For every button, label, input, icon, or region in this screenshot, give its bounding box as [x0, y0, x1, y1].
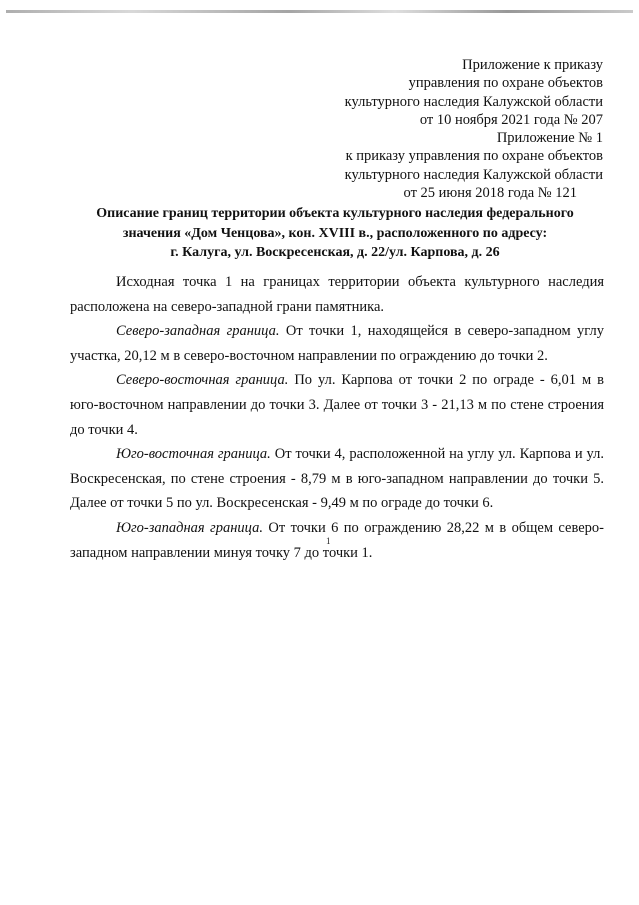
paragraph-northwest-border: [70, 319, 604, 368]
page-number: 1: [326, 536, 331, 546]
paragraph-label: Северо-восточная граница.: [116, 372, 289, 389]
title-line: значения «Дом Ченцова», кон. XVIII в., расположенного по адресу:: [122, 225, 548, 241]
header-line: Приложение к приказу: [462, 57, 603, 73]
paragraph-text: Исходная точка 1 на границах территории объекта культурного наследия расположена на северо-западной грани памятника.: [70, 274, 604, 315]
header-line: Приложение № 1: [496, 130, 603, 147]
paragraph-start-point: [70, 270, 604, 319]
document-header: [345, 56, 603, 202]
paragraph-text: По ул. Карпова от точки 2 по ограде - 6,01 м в юго-восточном направлении до точки 3. Далее от точки 3 - 21,13 м по стене строения до точки 4.: [70, 372, 604, 438]
header-line: культурного наследия Калужской области: [344, 166, 603, 183]
paragraph-label: Северо-западная граница.: [116, 323, 280, 340]
paragraph-label: Юго-западная граница.: [116, 519, 263, 536]
paragraph-label: Юго-восточная граница.: [116, 446, 271, 463]
title-line: Описание границ территории объекта культурного наследия федерального: [96, 206, 574, 221]
paragraph-text: От точки 6 по ограждению 28,22 м в общем северо-западном направлении минуя точку 7 до точки 1.: [70, 519, 604, 561]
paragraph-southeast-border: [70, 442, 604, 516]
header-line: от 10 ноября 2021 года № 207: [419, 111, 603, 128]
paragraph-northeast-border: [70, 368, 604, 442]
paragraph-southwest-border: [70, 516, 604, 565]
scan-edge-artifact: [6, 10, 633, 13]
header-line: к приказу управления по охране объектов: [345, 148, 603, 165]
title-line: г. Калуга, ул. Воскресенская, д. 22/ул. Карпова, д. 26: [170, 245, 500, 260]
paragraph-text: От точки 1, находящейся в северо-западном углу участка, 20,12 м в северо-восточном направлении по ограждению до точки 2.: [70, 323, 604, 364]
header-line: управления по охране объектов: [408, 75, 603, 92]
header-line: от 25 июня 2018 года № 121: [403, 185, 577, 202]
paragraph-text: От точки 4, расположенной на углу ул. Карпова и ул. Воскресенская, по стене строения - 8,79 м в юго-западном направлении до точки 5. Далее от точки 5 по ул. Воскресенская - 9,49 м по ограде до точки 6.: [70, 446, 605, 512]
document-title: [50, 204, 620, 263]
document-body: [70, 270, 604, 565]
header-line: культурного наследия Калужской области: [344, 93, 603, 110]
